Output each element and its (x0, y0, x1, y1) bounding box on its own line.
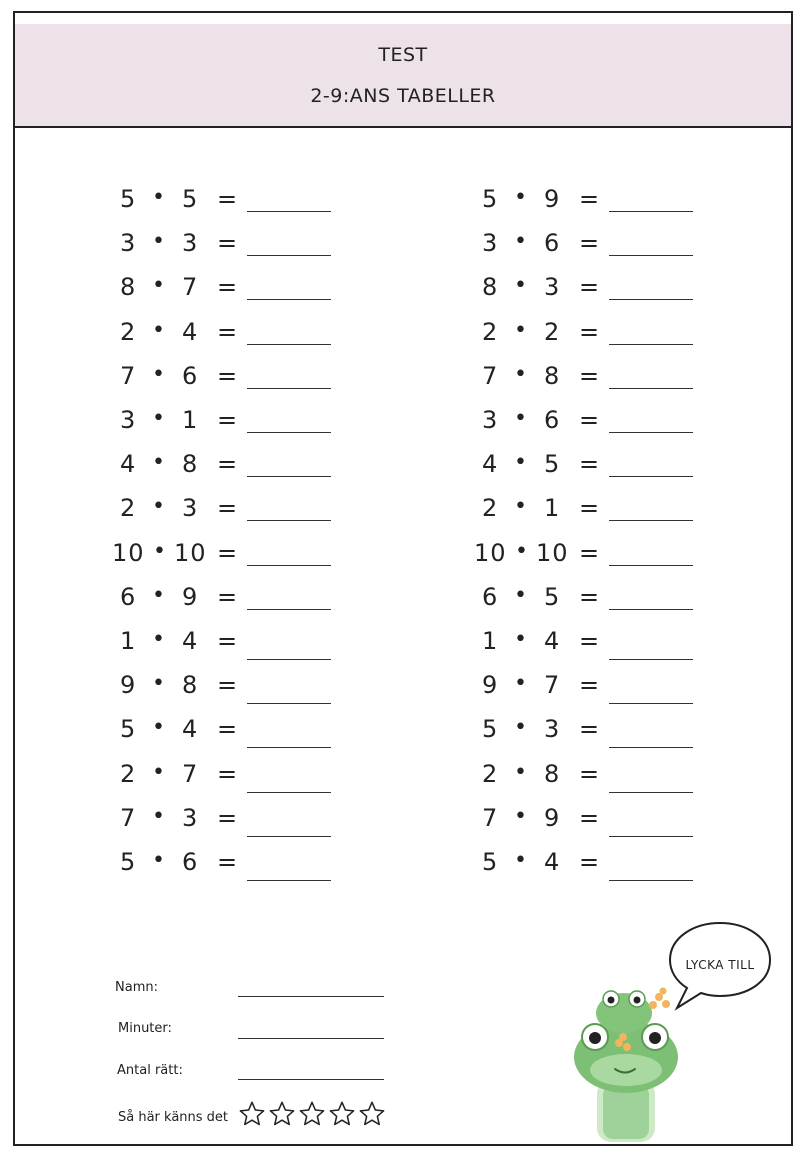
problem-row (112, 671, 342, 711)
answer-line[interactable] (609, 211, 693, 212)
equals-sign: = (579, 450, 601, 478)
multiply-sign: • (514, 804, 528, 829)
problem-row (474, 715, 704, 755)
multiply-sign: • (514, 318, 528, 343)
problem-row (474, 627, 704, 667)
equals-sign: = (579, 273, 601, 301)
correct-count-label: Antal rätt: (117, 1063, 183, 1078)
factor-b: 9 (544, 185, 561, 213)
factor-a: 3 (482, 406, 499, 434)
factor-b: 8 (544, 362, 561, 390)
multiply-sign: • (514, 185, 528, 210)
answer-line[interactable] (247, 255, 331, 256)
equals-sign: = (217, 494, 239, 522)
factor-b: 4 (182, 627, 199, 655)
multiply-sign: • (514, 229, 528, 254)
multiply-sign: • (515, 539, 529, 564)
answer-line[interactable] (247, 520, 331, 521)
equals-sign: = (217, 539, 239, 567)
equals-sign: = (217, 185, 239, 213)
equals-sign: = (579, 760, 601, 788)
problem-row (474, 583, 704, 623)
problem-row (474, 671, 704, 711)
problem-row (112, 273, 342, 313)
factor-b: 1 (544, 494, 561, 522)
problem-row (474, 760, 704, 800)
equals-sign: = (217, 318, 239, 346)
factor-b: 5 (182, 185, 199, 213)
multiply-sign: • (152, 318, 166, 343)
worksheet-title: TEST (378, 44, 428, 66)
multiply-sign: • (514, 450, 528, 475)
problem-row (474, 450, 704, 490)
multiply-sign: • (152, 848, 166, 873)
factor-a: 7 (482, 362, 499, 390)
multiply-sign: • (514, 583, 528, 608)
equals-sign: = (217, 362, 239, 390)
factor-b: 3 (544, 715, 561, 743)
factor-b: 4 (182, 318, 199, 346)
factor-b: 3 (544, 273, 561, 301)
factor-b: 6 (182, 362, 199, 390)
factor-b: 8 (182, 671, 199, 699)
answer-line[interactable] (609, 703, 693, 704)
answer-line[interactable] (247, 792, 331, 793)
worksheet-header (13, 24, 793, 128)
multiply-sign: • (152, 583, 166, 608)
multiply-sign: • (514, 273, 528, 298)
multiply-sign: • (152, 362, 166, 387)
factor-a: 3 (120, 406, 137, 434)
equals-sign: = (579, 185, 601, 213)
problem-row (474, 229, 704, 269)
answer-line[interactable] (247, 836, 331, 837)
problem-row (474, 494, 704, 534)
multiply-sign: • (152, 406, 166, 431)
equals-sign: = (579, 804, 601, 832)
equals-sign: = (217, 583, 239, 611)
factor-b: 7 (182, 273, 199, 301)
problem-row (112, 760, 342, 800)
answer-line[interactable] (247, 659, 331, 660)
multiply-sign: • (514, 671, 528, 696)
factor-a: 5 (120, 715, 137, 743)
equals-sign: = (579, 715, 601, 743)
answer-line[interactable] (609, 659, 693, 660)
star-icon[interactable] (268, 1100, 296, 1128)
multiply-sign: • (153, 539, 167, 564)
problem-row (474, 273, 704, 313)
multiply-sign: • (514, 848, 528, 873)
multiply-sign: • (152, 804, 166, 829)
answer-line[interactable] (247, 344, 331, 345)
factor-a: 2 (120, 760, 137, 788)
factor-a: 1 (482, 627, 499, 655)
equals-sign: = (579, 406, 601, 434)
factor-a: 10 (474, 539, 507, 567)
multiply-sign: • (514, 715, 528, 740)
minutes-answer-line[interactable] (238, 1038, 384, 1039)
equals-sign: = (579, 362, 601, 390)
factor-a: 2 (120, 318, 137, 346)
factor-b: 3 (182, 804, 199, 832)
problem-row (474, 804, 704, 844)
problem-row (112, 804, 342, 844)
answer-line[interactable] (609, 880, 693, 881)
factor-a: 2 (482, 760, 499, 788)
answer-line[interactable] (609, 836, 693, 837)
answer-line[interactable] (609, 255, 693, 256)
factor-b: 6 (182, 848, 199, 876)
factor-b: 7 (182, 760, 199, 788)
problem-row (474, 362, 704, 402)
problem-row (474, 848, 704, 888)
answer-line[interactable] (247, 565, 331, 566)
problem-row (112, 185, 342, 225)
multiply-sign: • (152, 185, 166, 210)
answer-line[interactable] (609, 520, 693, 521)
factor-a: 5 (120, 185, 137, 213)
factor-a: 7 (482, 804, 499, 832)
factor-b: 1 (182, 406, 199, 434)
factor-b: 3 (182, 494, 199, 522)
factor-a: 3 (482, 229, 499, 257)
feeling-rating (238, 1100, 386, 1128)
problem-row (112, 318, 342, 358)
star-icon[interactable] (238, 1100, 266, 1128)
multiply-sign: • (152, 715, 166, 740)
answer-line[interactable] (247, 388, 331, 389)
factor-a: 1 (120, 627, 137, 655)
factor-b: 9 (182, 583, 199, 611)
factor-a: 2 (482, 494, 499, 522)
multiply-sign: • (152, 760, 166, 785)
factor-a: 3 (120, 229, 137, 257)
factor-a: 2 (120, 494, 137, 522)
answer-line[interactable] (609, 476, 693, 477)
name-answer-line[interactable] (238, 996, 384, 997)
equals-sign: = (217, 671, 239, 699)
star-icon[interactable] (358, 1100, 386, 1128)
multiply-sign: • (152, 627, 166, 652)
answer-line[interactable] (609, 299, 693, 300)
equals-sign: = (579, 848, 601, 876)
equals-sign: = (217, 273, 239, 301)
problem-row (474, 318, 704, 358)
problem-row (112, 539, 342, 579)
answer-line[interactable] (247, 703, 331, 704)
answer-line[interactable] (247, 609, 331, 610)
factor-b: 10 (174, 539, 207, 567)
problem-row (112, 450, 342, 490)
factor-a: 5 (482, 185, 499, 213)
equals-sign: = (579, 494, 601, 522)
equals-sign: = (579, 318, 601, 346)
answer-line[interactable] (609, 792, 693, 793)
equals-sign: = (217, 848, 239, 876)
equals-sign: = (217, 229, 239, 257)
answer-line[interactable] (609, 388, 693, 389)
factor-a: 4 (120, 450, 137, 478)
factor-a: 5 (120, 848, 137, 876)
equals-sign: = (579, 229, 601, 257)
factor-a: 4 (482, 450, 499, 478)
factor-b: 10 (536, 539, 569, 567)
answer-line[interactable] (247, 299, 331, 300)
multiply-sign: • (152, 229, 166, 254)
answer-line[interactable] (609, 432, 693, 433)
factor-b: 6 (544, 229, 561, 257)
answer-line[interactable] (609, 344, 693, 345)
factor-b: 9 (544, 804, 561, 832)
factor-a: 9 (482, 671, 499, 699)
problem-row (112, 715, 342, 755)
problem-row (112, 627, 342, 667)
equals-sign: = (217, 760, 239, 788)
name-label: Namn: (115, 980, 158, 995)
factor-a: 9 (120, 671, 137, 699)
star-icon[interactable] (298, 1100, 326, 1128)
factor-a: 2 (482, 318, 499, 346)
factor-a: 5 (482, 848, 499, 876)
factor-b: 6 (544, 406, 561, 434)
factor-b: 4 (544, 848, 561, 876)
problem-row (474, 539, 704, 579)
multiply-sign: • (152, 494, 166, 519)
equals-sign: = (579, 539, 601, 567)
factor-a: 8 (120, 273, 137, 301)
problem-row (112, 494, 342, 534)
frog-illustration (567, 985, 687, 1145)
factor-b: 5 (544, 583, 561, 611)
problem-row (474, 185, 704, 225)
answer-line[interactable] (609, 609, 693, 610)
equals-sign: = (579, 671, 601, 699)
minutes-label: Minuter: (118, 1021, 172, 1036)
problem-row (112, 229, 342, 269)
multiply-sign: • (152, 671, 166, 696)
multiply-sign: • (514, 760, 528, 785)
factor-a: 10 (112, 539, 145, 567)
factor-b: 3 (182, 229, 199, 257)
multiply-sign: • (152, 450, 166, 475)
answer-line[interactable] (247, 432, 331, 433)
equals-sign: = (217, 715, 239, 743)
multiply-sign: • (514, 627, 528, 652)
factor-a: 7 (120, 362, 137, 390)
feeling-label: Så här känns det (118, 1110, 229, 1125)
equals-sign: = (579, 583, 601, 611)
answer-line[interactable] (609, 747, 693, 748)
multiply-sign: • (152, 273, 166, 298)
problem-row (474, 406, 704, 446)
factor-a: 5 (482, 715, 499, 743)
factor-b: 4 (182, 715, 199, 743)
problem-row (112, 583, 342, 623)
answer-line[interactable] (247, 747, 331, 748)
multiply-sign: • (514, 362, 528, 387)
multiply-sign: • (514, 406, 528, 431)
factor-b: 5 (544, 450, 561, 478)
equals-sign: = (217, 627, 239, 655)
factor-a: 6 (482, 583, 499, 611)
factor-b: 2 (544, 318, 561, 346)
factor-b: 4 (544, 627, 561, 655)
equals-sign: = (579, 627, 601, 655)
problem-row (112, 406, 342, 446)
answer-line[interactable] (609, 565, 693, 566)
problem-row (112, 848, 342, 888)
bubble-text: LYCKA TILL (685, 958, 755, 972)
factor-b: 8 (544, 760, 561, 788)
answer-line[interactable] (247, 880, 331, 881)
factor-a: 6 (120, 583, 137, 611)
equals-sign: = (217, 804, 239, 832)
answer-line[interactable] (247, 476, 331, 477)
factor-b: 8 (182, 450, 199, 478)
factor-b: 7 (544, 671, 561, 699)
worksheet-subtitle: 2-9:ANS TABELLER (310, 85, 496, 107)
multiply-sign: • (514, 494, 528, 519)
problem-row (112, 362, 342, 402)
equals-sign: = (217, 450, 239, 478)
equals-sign: = (217, 406, 239, 434)
star-icon[interactable] (328, 1100, 356, 1128)
factor-a: 8 (482, 273, 499, 301)
factor-a: 7 (120, 804, 137, 832)
answer-line[interactable] (247, 211, 331, 212)
correct-count-answer-line[interactable] (238, 1079, 384, 1080)
